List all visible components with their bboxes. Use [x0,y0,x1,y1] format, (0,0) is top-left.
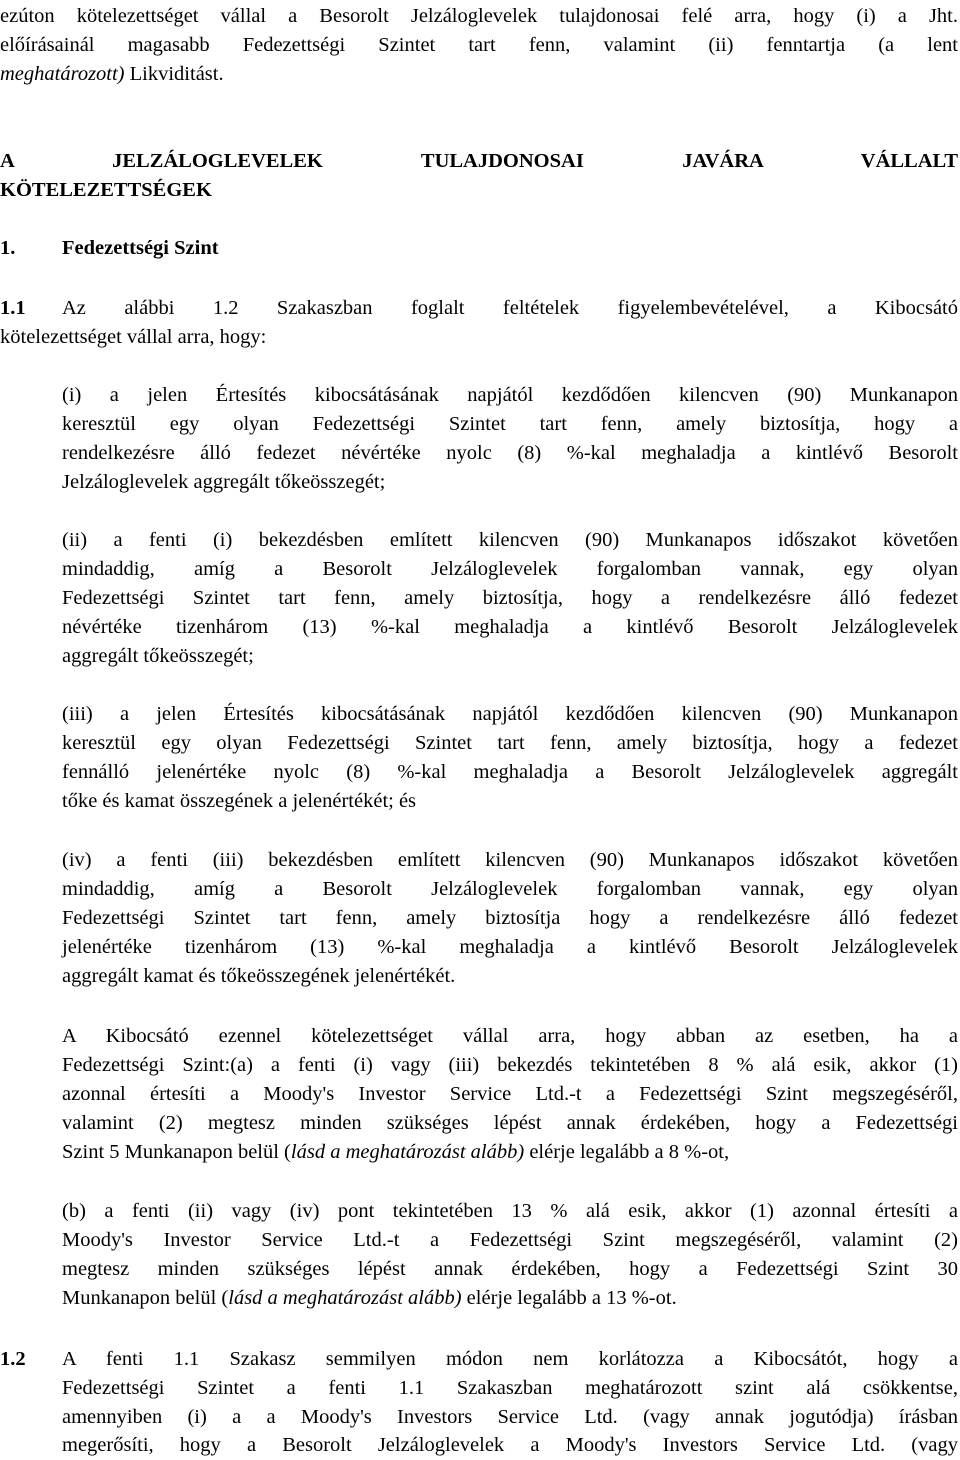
item-iii-line-4: tőke és kamat összegének a jelenértékét; és [62,790,417,812]
section-title: Fedezettségi Szint [62,237,219,259]
para-b-line-4-pre: Munkanapon belül ( [62,1287,229,1309]
para-b-line-4-italic: lásd a meghatározást alább) [228,1287,462,1309]
clause-1-1-line-2: kötelezettséget vállal arra, hogy: [0,326,267,348]
item-ii-line-2: mindaddig, amíg a Besorolt Jelzáloglevelek forgalomban vannak, egy olyan [62,558,958,580]
item-iii-line-2: keresztül egy olyan Fedezettségi Szintet tart fenn, amely biztosítja, hogy a fedezet [62,732,958,754]
item-iv-line-2: mindaddig, amíg a Besorolt Jelzáloglevelek forgalomban vannak, egy olyan [62,878,958,900]
item-iv-line-5: aggregált kamat és tőkeösszegének jelenértékét. [62,965,456,987]
item-i-line-3: rendelkezésre álló fedezet névértéke nyolc (8) %-kal meghaladja a kintlévő Besorolt [62,442,958,464]
para-b-line-4 [62,1284,677,1313]
heading-line-2: KÖTELEZETTSÉGEK [0,179,212,201]
para-a-line-2: Fedezettségi Szint:(a) a fenti (i) vagy (iii) bekezdés tekintetében 8 % alá esik, akkor (1) [62,1054,958,1076]
item-iv-line-1: (iv) a fenti (iii) bekezdésben említett kilencven (90) Munkanapos időszakot követően [62,849,958,871]
para-b-line-1: (b) a fenti (ii) vagy (iv) pont tekintetében 13 % alá esik, akkor (1) azonnal értesíti a [62,1200,958,1222]
section-number: 1. [0,237,16,259]
intro-rest: Likviditást. [124,63,224,85]
item-ii-line-4: névértéke tizenhárom (13) %-kal meghaladja a kintlévő Besorolt Jelzáloglevelek [62,616,958,638]
para-a-line-5-italic: lásd a meghatározást alább) [290,1141,525,1163]
clause-1-2-line-2: Fedezettségi Szintet a fenti 1.1 Szakaszban meghatározott szint alá csökkentse, [62,1377,958,1399]
clause-1-2-number: 1.2 [0,1348,26,1370]
para-a-line-3: azonnal értesíti a Moody's Investor Service Ltd.-t a Fedezettségi Szint megszegéséről, [62,1083,958,1105]
clause-1-1-line-1: Az alábbi 1.2 Szakaszban foglalt feltételek figyelembevételével, a Kibocsátó [62,297,958,319]
para-a-line-5 [62,1138,729,1167]
item-i-line-1: (i) a jelen Értesítés kibocsátásának napjától kezdődően kilencven (90) Munkanapon [62,384,958,406]
intro-line-2: előírásainál magasabb Fedezettségi Szintet tart fenn, valamint (ii) fenntartja (a lent [0,34,958,56]
item-iii-line-1: (iii) a jelen Értesítés kibocsátásának napjától kezdődően kilencven (90) Munkanapon [62,703,958,725]
item-ii-line-3: Fedezettségi Szintet tart fenn, amely biztosítja, hogy a rendelkezésre álló fedezet [62,587,958,609]
clause-1-2-line-4: megerősíti, hogy a Besorolt Jelzáloglevelek a Moody's Investors Service Ltd. (vagy [62,1434,958,1456]
intro-line-1: ezúton kötelezettséget vállal a Besorolt Jelzáloglevelek tulajdonosai felé arra, hogy (i) a Jht. [0,5,958,27]
para-a-line-4: valamint (2) megtesz minden szükséges lépést annak érdekében, hogy a Fedezettségi [62,1112,958,1134]
clause-1-1-number: 1.1 [0,297,26,319]
intro-line-3 [0,60,224,89]
item-i-line-2: keresztül egy olyan Fedezettségi Szintet tart fenn, amely biztosítja, hogy a [62,413,958,435]
item-ii-line-1: (ii) a fenti (i) bekezdésben említett kilencven (90) Munkanapos időszakot követően [62,529,958,551]
para-b-line-4-post: elérje legalább a 13 %-ot. [461,1287,677,1309]
intro-italic: meghatározott) [0,63,125,85]
item-i-line-4: Jelzáloglevelek aggregált tőkeösszegét; [62,471,386,493]
para-b-line-3: megtesz minden szükséges lépést annak érdekében, hogy a Fedezettségi Szint 30 [62,1258,958,1280]
clause-1-2-line-1: A fenti 1.1 Szakasz semmilyen módon nem korlátozza a Kibocsátót, hogy a [62,1348,958,1370]
item-iv-line-4: jelenértéke tizenhárom (13) %-kal meghaladja a kintlévő Besorolt Jelzáloglevelek [62,936,958,958]
para-b-line-2: Moody's Investor Service Ltd.-t a Fedezettségi Szint megszegéséről, valamint (2) [62,1229,958,1251]
item-ii-line-5: aggregált tőkeösszegét; [62,645,254,667]
para-a-line-5-post: elérje legalább a 8 %-ot, [524,1141,730,1163]
item-iv-line-3: Fedezettségi Szintet tart fenn, amely biztosítja hogy a rendelkezésre álló fedezet [62,907,958,929]
para-a-line-1: A Kibocsátó ezennel kötelezettséget vállal arra, hogy abban az esetben, ha a [62,1025,958,1047]
item-iii-line-3: fennálló jelenértéke nyolc (8) %-kal meghaladja a Besorolt Jelzáloglevelek aggregált [62,761,958,783]
clause-1-2-line-3: amennyiben (i) a a Moody's Investors Service Ltd. (vagy annak jogutódja) írásban [62,1406,958,1428]
heading-line-1: A JELZÁLOGLEVELEK TULAJDONOSAI JAVÁRA VÁLLALT [0,150,958,172]
para-a-line-5-pre: Szint 5 Munkanapon belül ( [62,1141,291,1163]
